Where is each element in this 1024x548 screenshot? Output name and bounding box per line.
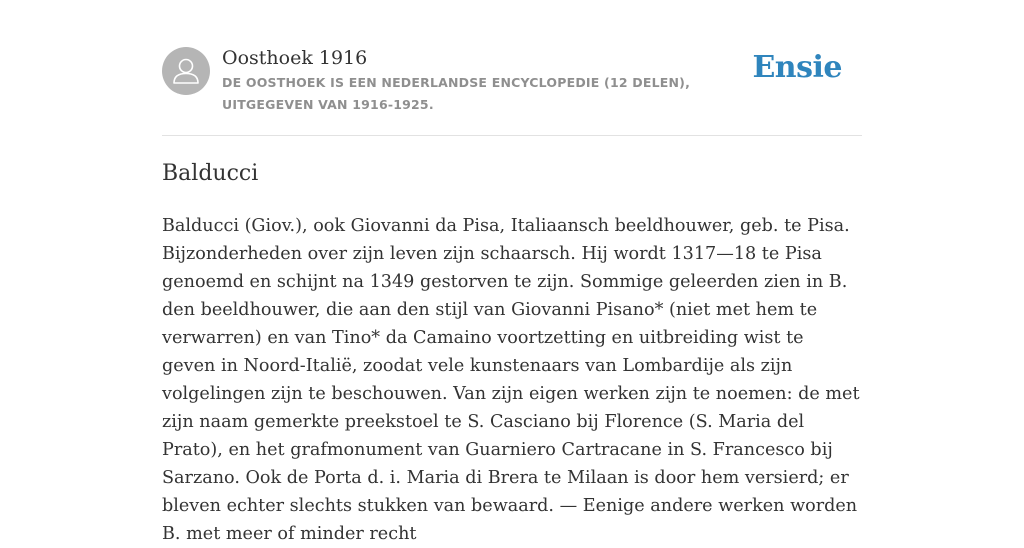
source-header [162,44,862,136]
entry-title: Balducci [162,161,259,186]
user-icon [162,47,210,95]
entry-body: Balducci (Giov.), ook Giovanni da Pisa, Italiaansch beeldhouwer, geb. te Pisa. Bijzonderheden over zijn leven zijn schaarsch. Hij wordt 1317—18 te Pisa genoemd en schijnt na 1349 gestorven te zijn. Sommige geleerden zien in B. den beeldhouwer, die aan den stijl van Giovanni Pisano* (niet met hem te verwarren) en van Tino* da Camaino voortzetting en uitbreiding wist te geven in Noord-Italië, zoodat vele kunstenaars van Lombardije als zijn volgelingen zijn te beschouwen. Van zijn eigen werken zijn te noemen: de met zijn naam gemerkte preekstoel te S. Casciano bij Florence (S. Maria del Prato), en het grafmonument van Guarniero Cartracane in S. Francesco bij Sarzano. Ook de Porta d. i. Maria di Brera te Milaan is door hem versierd; er bleven echter slechts stukken van bewaard. — Eenige andere werken worden B. met meer of minder recht [162,216,860,544]
source-description: DE OOSTHOEK IS EEN NEDERLANDSE ENCYCLOPEDIE (12 DELEN), UITGEGEVEN VAN 1916-1925. [222,75,691,112]
header-divider [162,135,862,136]
source-avatar[interactable] [162,47,210,95]
source-title[interactable]: Oosthoek 1916 [222,47,368,69]
ensie-logo[interactable]: Ensie [752,50,842,85]
source-info [222,44,762,116]
